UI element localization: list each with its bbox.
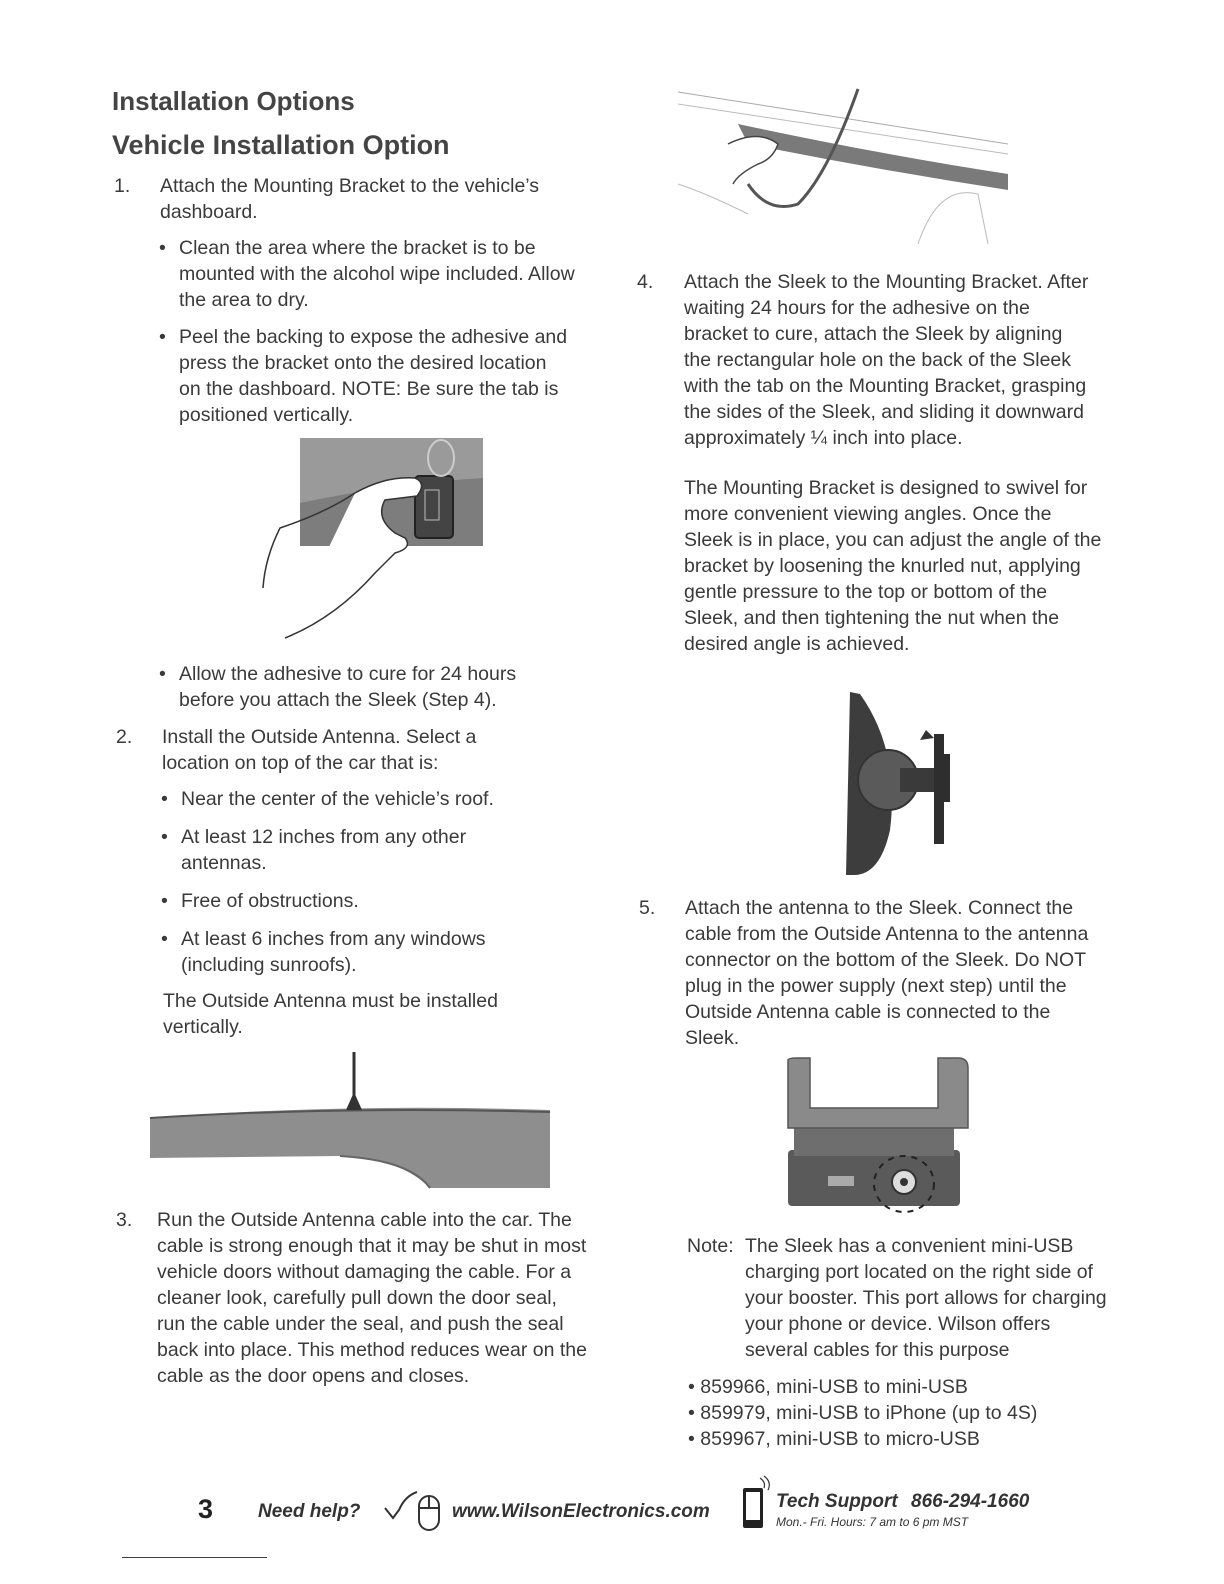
- step-2-bullet-2: • At least 12 inches from any other antennas.: [181, 824, 521, 876]
- step-2-bullet-3: • Free of obstructions.: [181, 888, 581, 914]
- step-2-bullet-1: • Near the center of the vehicle’s roof.: [181, 786, 581, 812]
- need-help-text: Need help?: [258, 1501, 361, 1522]
- step-4-text-2: The Mounting Bracket is designed to swivel for more convenient viewing angles. Once the Sleek is in place, you can adjust the angle of the bracket by loosening the knurled nut, applying gentle pressure to the top or bottom of the Sleek, and then tightening the nut when the desired angle is achieved.: [684, 477, 1102, 655]
- bracket-install-illustration: [255, 438, 495, 658]
- step-2-number: 2.: [116, 726, 133, 748]
- step-5-text: Attach the antenna to the Sleek. Connect the cable from the Outside Antenna to the antenna connector on the bottom of the Sleek. Do NOT plug in the power supply (next step) until the Outside Antenna cable is connected to the Sleek.: [685, 897, 1089, 1049]
- cable-item-1: • 859966, mini-USB to mini-USB: [688, 1374, 968, 1400]
- subsection-heading: Vehicle Installation Option: [112, 130, 450, 160]
- step-1-number: 1.: [114, 175, 131, 197]
- step-1-bullet-2: • Peel the backing to expose the adhesive and press the bracket onto the desired location on the dashboard. NOTE: Be sure the tab is positioned vertically.: [179, 324, 569, 428]
- note-text: The Sleek has a convenient mini-USB charging port located on the right side of your booster. This port allows for charging your phone or device. Wilson offers several cables for this purpose: [745, 1235, 1107, 1361]
- swivel-bracket-illustration: [840, 690, 960, 880]
- website-link[interactable]: www.WilsonElectronics.com: [452, 1501, 710, 1522]
- page-number: 3: [198, 1494, 214, 1524]
- step-3-number: 3.: [116, 1209, 133, 1231]
- section-heading: Installation Options: [112, 86, 355, 116]
- note-label: Note:: [687, 1235, 734, 1257]
- step-1-text: Attach the Mounting Bracket to the vehicle’s dashboard.: [160, 175, 540, 223]
- step-1-bullet-1: • Clean the area where the bracket is to be mounted with the alcohol wipe included. Allow the area to dry.: [179, 235, 589, 313]
- roof-antenna-illustration: [140, 1048, 560, 1198]
- step-5-number: 5.: [639, 897, 656, 919]
- step-4-number: 4.: [637, 271, 654, 293]
- tech-support-label: Tech Support: [776, 1491, 898, 1512]
- tech-support-phone[interactable]: 866-294-1660: [911, 1491, 1030, 1512]
- bottom-rule: [122, 1557, 267, 1558]
- door-seal-illustration: [678, 84, 1018, 254]
- step-3-text: Run the Outside Antenna cable into the car. The cable is strong enough that it may be shut in most vehicle doors without damaging the cable. For a cleaner look, carefully pull down the door seal, run the cable under the seal, and push the seal back into place. This method reduces wear on the cable as the door opens and closes.: [157, 1209, 587, 1387]
- support-hours: Mon.- Fri. Hours: 7 am to 6 pm MST: [776, 1515, 969, 1529]
- mouse-icon: [383, 1488, 443, 1538]
- step-1-bullet-3: • Allow the adhesive to cure for 24 hours before you attach the Sleek (Step 4).: [179, 661, 569, 713]
- step-2-text: Install the Outside Antenna. Select a location on top of the car that is:: [162, 726, 477, 774]
- step-2-bullet-4: • At least 6 inches from any windows (including sunroofs).: [181, 926, 541, 978]
- step-2-after-text: The Outside Antenna must be installed vertically.: [163, 990, 498, 1038]
- antenna-connector-illustration: [788, 1058, 968, 1218]
- cable-item-3: • 859967, mini-USB to micro-USB: [688, 1426, 980, 1452]
- step-4-text: Attach the Sleek to the Mounting Bracket. After waiting 24 hours for the adhesive on the bracket to cure, attach the Sleek by aligning the rectangular hole on the back of the Sleek with the tab on the Mounting Bracket, grasping the sides of the Sleek, and sliding it downward approximately ¼ inch into place.: [684, 271, 1089, 449]
- cable-item-2: • 859979, mini-USB to iPhone (up to 4S): [688, 1400, 1037, 1426]
